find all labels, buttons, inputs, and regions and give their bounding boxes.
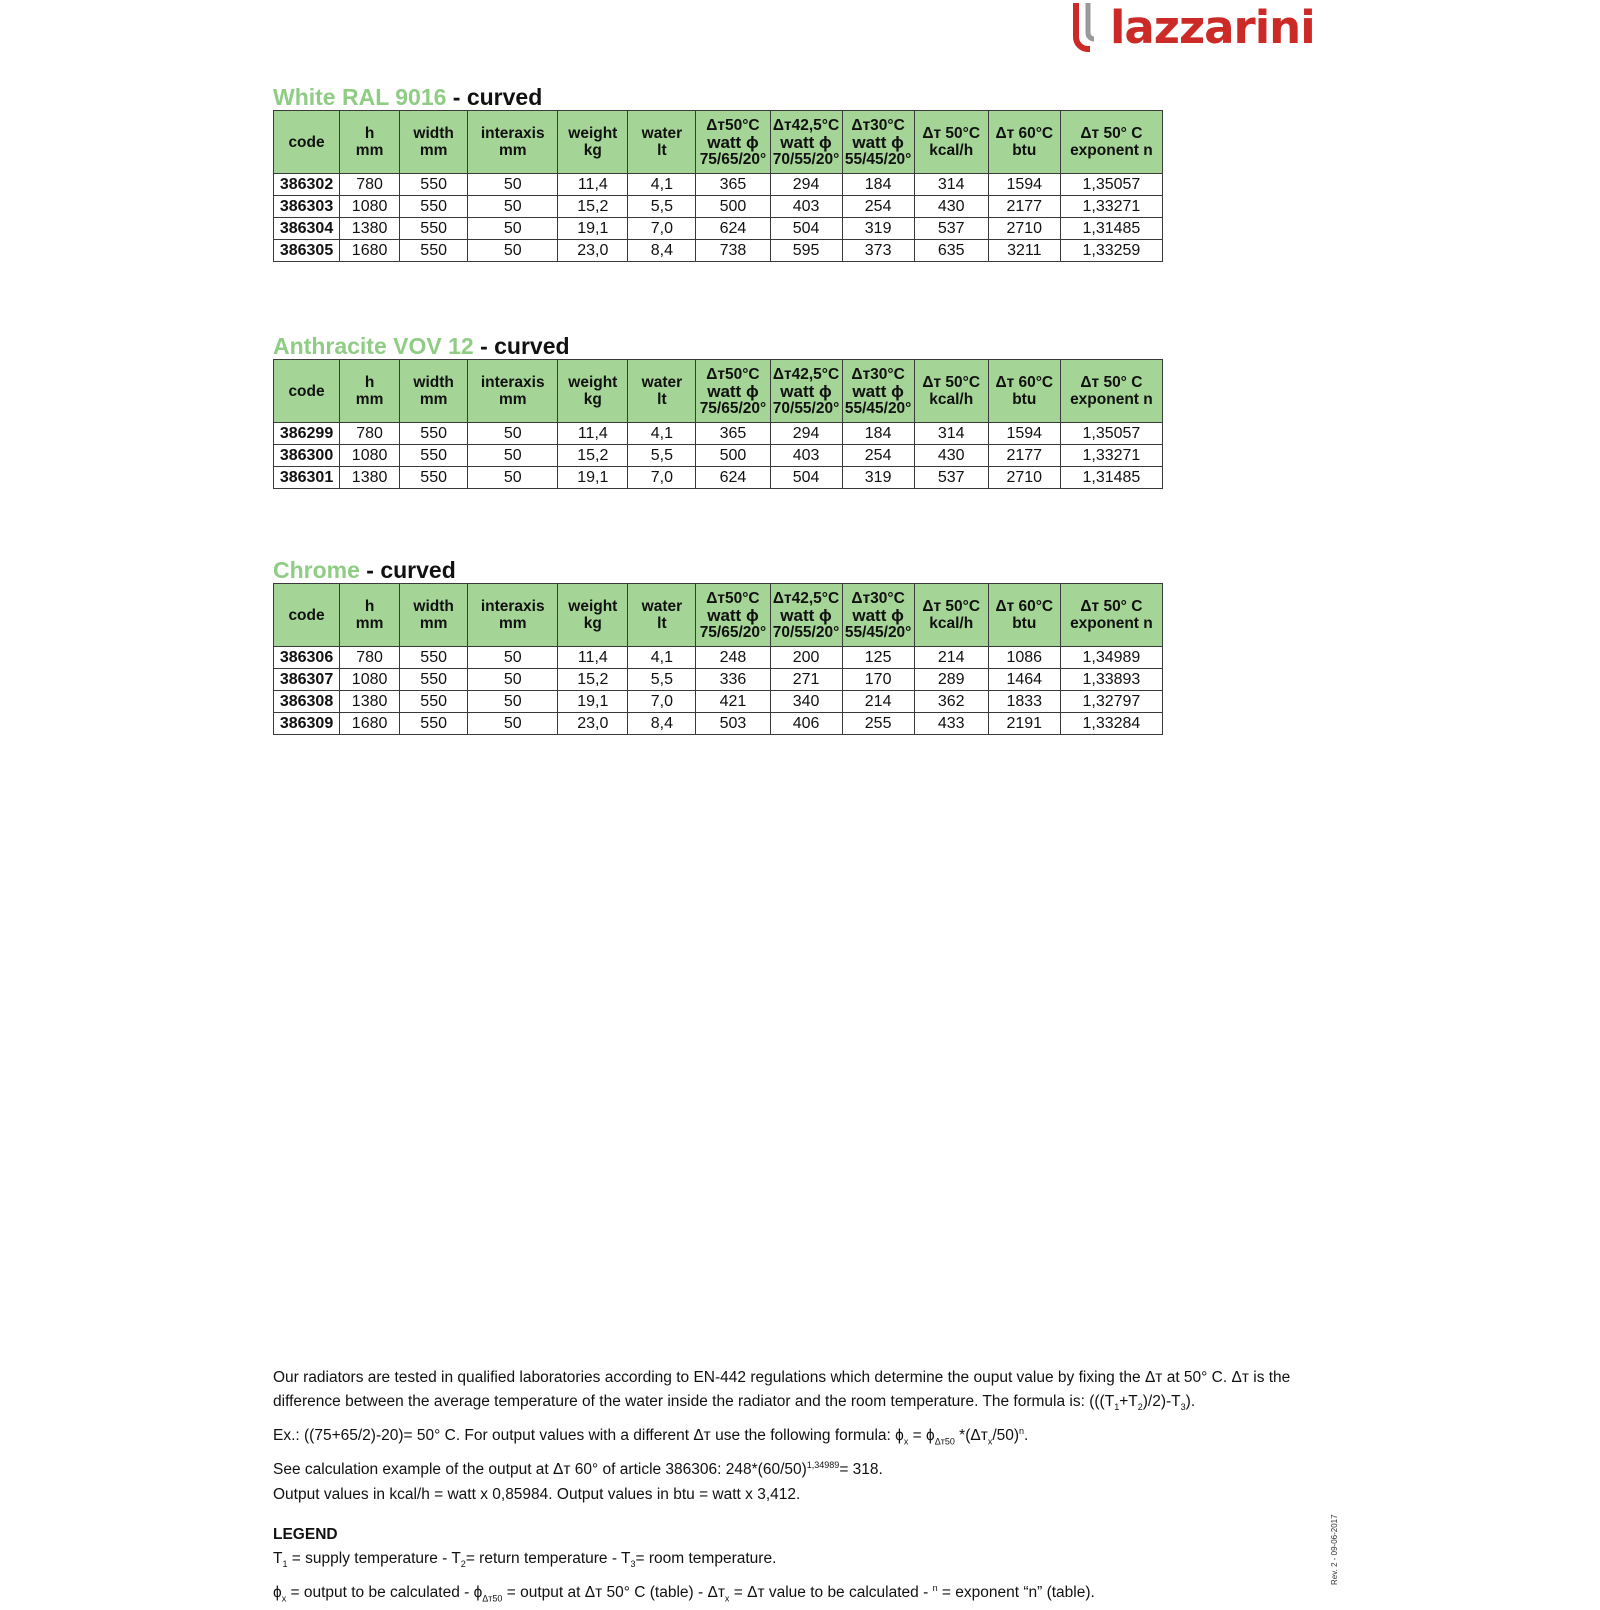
value-cell: 1,31485 xyxy=(1060,218,1162,240)
value-cell: 1,33259 xyxy=(1060,240,1162,262)
note-line-4: See calculation example of the output at Δт 60° of article 386306: $248*(60/50)^{1,34989}= 318$. xyxy=(273,1460,883,1479)
header-line: lt xyxy=(657,615,667,632)
brand-name: lazzarini xyxy=(1110,0,1315,54)
header-line: Δт42,5°C xyxy=(772,365,840,383)
header-line: lt xyxy=(657,391,667,408)
product-code-cell: 386308 xyxy=(274,691,340,713)
header-delta42-watt xyxy=(770,584,842,647)
product-code-cell: 386306 xyxy=(274,647,340,669)
header-line: exponent n xyxy=(1070,142,1153,159)
value-cell: 294 xyxy=(770,174,842,196)
value-cell: 50 xyxy=(468,423,558,445)
value-cell: 1080 xyxy=(340,669,400,691)
value-cell: 738 xyxy=(696,240,770,262)
header-delta50-watt xyxy=(696,360,770,423)
value-cell: 1380 xyxy=(340,218,400,240)
value-cell: 1,31485 xyxy=(1060,467,1162,489)
value-cell: 433 xyxy=(914,713,988,735)
value-cell: 406 xyxy=(770,713,842,735)
value-cell: 550 xyxy=(400,218,468,240)
header-code: code xyxy=(274,360,340,423)
product-code-cell: 386305 xyxy=(274,240,340,262)
header-line: Δт30°C xyxy=(851,589,905,607)
value-cell: 1,33271 xyxy=(1060,196,1162,218)
header-line: Δт50°C xyxy=(706,116,760,134)
table-row xyxy=(274,467,1163,489)
header-line: water xyxy=(641,598,683,615)
header-line: water xyxy=(641,374,683,391)
value-cell: 8,4 xyxy=(628,240,696,262)
value-cell: 4,1 xyxy=(628,174,696,196)
value-cell: 11,4 xyxy=(558,423,628,445)
header-line: Δт 50° C xyxy=(1080,374,1143,391)
table-row xyxy=(274,713,1163,735)
legend-title: LEGEND xyxy=(273,1525,338,1543)
header-delta50-watt xyxy=(696,584,770,647)
header-line: btu xyxy=(1012,142,1037,159)
value-cell: 1,34989 xyxy=(1060,647,1162,669)
header-interaxis xyxy=(468,584,558,647)
value-cell: 214 xyxy=(842,691,914,713)
value-cell: 537 xyxy=(914,218,988,240)
header-line: Δт50°C xyxy=(706,365,760,383)
value-cell: 504 xyxy=(770,218,842,240)
value-cell: 430 xyxy=(914,196,988,218)
header-delta50-kcal xyxy=(914,360,988,423)
value-cell: 550 xyxy=(400,445,468,467)
header-line: watt ϕ xyxy=(852,605,904,625)
section-title xyxy=(273,333,1163,359)
value-cell: 362 xyxy=(914,691,988,713)
header-line: watt ϕ xyxy=(852,381,904,401)
header-code: code xyxy=(274,111,340,174)
value-cell: 50 xyxy=(468,445,558,467)
header-line: kcal/h xyxy=(929,142,974,159)
table-row xyxy=(274,647,1163,669)
header-line: btu xyxy=(1012,391,1037,408)
value-cell: 1833 xyxy=(988,691,1060,713)
value-cell: 550 xyxy=(400,174,468,196)
value-cell: 550 xyxy=(400,713,468,735)
header-line: lt xyxy=(657,142,667,159)
table-row xyxy=(274,445,1163,467)
header-line: watt ϕ xyxy=(780,381,832,401)
value-cell: 1,33284 xyxy=(1060,713,1162,735)
header-delta60-btu xyxy=(988,360,1060,423)
value-cell: 780 xyxy=(340,647,400,669)
header-line: interaxis xyxy=(480,598,545,615)
header-line: 55/45/20° xyxy=(844,399,912,417)
value-cell: 550 xyxy=(400,467,468,489)
value-cell: 7,0 xyxy=(628,218,696,240)
value-cell: 365 xyxy=(696,423,770,445)
product-code-cell: 386302 xyxy=(274,174,340,196)
value-cell: 537 xyxy=(914,467,988,489)
header-line: Δт 60°C xyxy=(995,598,1054,615)
header-water xyxy=(628,360,696,423)
header-delta30-watt xyxy=(842,584,914,647)
header-h xyxy=(340,111,400,174)
value-cell: 624 xyxy=(696,467,770,489)
header-width xyxy=(400,584,468,647)
value-cell: 254 xyxy=(842,196,914,218)
value-cell: 271 xyxy=(770,669,842,691)
value-cell: 314 xyxy=(914,174,988,196)
product-code-cell: 386307 xyxy=(274,669,340,691)
header-line: Δт 60°C xyxy=(995,374,1054,391)
value-cell: 50 xyxy=(468,669,558,691)
legend-line-2: $\phi_x$ = output to be calculated - $\phi_{\Delta т50}$ = output at Δт 50° C (table) - $\Delta т_x = \Delta т$ value to be calculated - $^n$ = exponent “n” (table). xyxy=(273,1582,1095,1603)
header-line: water xyxy=(641,125,683,142)
value-cell: 19,1 xyxy=(558,691,628,713)
header-width xyxy=(400,111,468,174)
value-cell: 5,5 xyxy=(628,669,696,691)
value-cell: 780 xyxy=(340,174,400,196)
header-h xyxy=(340,584,400,647)
value-cell: 184 xyxy=(842,423,914,445)
value-cell: 19,1 xyxy=(558,218,628,240)
value-cell: 373 xyxy=(842,240,914,262)
header-line: mm xyxy=(498,615,527,632)
value-cell: 550 xyxy=(400,423,468,445)
header-line: kcal/h xyxy=(929,391,974,408)
value-cell: 1086 xyxy=(988,647,1060,669)
header-line: Δт30°C xyxy=(851,116,905,134)
section-title xyxy=(273,84,1163,110)
value-cell: 1594 xyxy=(988,423,1060,445)
value-cell: 421 xyxy=(696,691,770,713)
spec-table xyxy=(273,583,1163,735)
header-line: Δт 50° C xyxy=(1080,598,1143,615)
finish-name: Chrome xyxy=(273,557,360,583)
finish-suffix: - curved xyxy=(473,333,570,359)
header-line: 55/45/20° xyxy=(844,623,912,641)
note-line-2: difference between the average temperature of the water inside the radiator and the room temperature. The formula is: $(((T_1+T_2)/2)-T_3)$. xyxy=(273,1393,1196,1413)
header-delta50-exponent xyxy=(1060,111,1162,174)
header-delta50-exponent xyxy=(1060,584,1162,647)
header-line: watt ϕ xyxy=(707,132,759,152)
table-row xyxy=(274,691,1163,713)
value-cell: 780 xyxy=(340,423,400,445)
product-code-cell: 386309 xyxy=(274,713,340,735)
value-cell: 184 xyxy=(842,174,914,196)
header-delta50-watt xyxy=(696,111,770,174)
header-line: watt ϕ xyxy=(780,605,832,625)
header-line: width xyxy=(413,598,454,615)
value-cell: 635 xyxy=(914,240,988,262)
header-delta50-kcal xyxy=(914,584,988,647)
value-cell: 50 xyxy=(468,174,558,196)
note-line-5: Output values in kcal/h = watt x 0,85984. Output values in btu = watt x 3,412. xyxy=(273,1485,801,1503)
value-cell: 19,1 xyxy=(558,467,628,489)
header-weight xyxy=(558,584,628,647)
header-line: mm xyxy=(419,142,448,159)
header-water xyxy=(628,584,696,647)
header-line: exponent n xyxy=(1070,391,1153,408)
value-cell: 1,32797 xyxy=(1060,691,1162,713)
header-line: h xyxy=(364,125,375,142)
value-cell: 125 xyxy=(842,647,914,669)
header-line: Δт42,5°C xyxy=(772,589,840,607)
header-code: code xyxy=(274,584,340,647)
value-cell: 15,2 xyxy=(558,669,628,691)
value-cell: 5,5 xyxy=(628,196,696,218)
header-water xyxy=(628,111,696,174)
header-delta60-btu xyxy=(988,584,1060,647)
header-line: weight xyxy=(568,598,618,615)
header-width xyxy=(400,360,468,423)
value-cell: 314 xyxy=(914,423,988,445)
value-cell: 23,0 xyxy=(558,240,628,262)
header-line: interaxis xyxy=(480,374,545,391)
header-line: Δт 50°C xyxy=(922,125,981,142)
value-cell: 1,33271 xyxy=(1060,445,1162,467)
lazzarini-mark-icon xyxy=(1072,1,1102,53)
header-line: 70/55/20° xyxy=(772,623,840,641)
header-line: mm xyxy=(355,142,384,159)
revision-label: Rev. 2 - 09-06-2017 xyxy=(1330,1514,1339,1585)
value-cell: 1,33893 xyxy=(1060,669,1162,691)
value-cell: 3211 xyxy=(988,240,1060,262)
product-section xyxy=(273,333,1163,489)
value-cell: 1680 xyxy=(340,713,400,735)
value-cell: 595 xyxy=(770,240,842,262)
header-delta50-exponent xyxy=(1060,360,1162,423)
header-line: 75/65/20° xyxy=(699,623,767,641)
header-interaxis xyxy=(468,111,558,174)
header-line: kg xyxy=(583,391,602,408)
header-line: mm xyxy=(355,615,384,632)
spec-table xyxy=(273,110,1163,262)
legend-line-1: $T_1$ = supply temperature - $T_2=$ return temperature - $T_3=$ room temperature. xyxy=(273,1549,777,1569)
value-cell: 403 xyxy=(770,196,842,218)
value-cell: 8,4 xyxy=(628,713,696,735)
section-title xyxy=(273,557,1163,583)
value-cell: 1080 xyxy=(340,196,400,218)
value-cell: 2177 xyxy=(988,196,1060,218)
header-line: interaxis xyxy=(480,125,545,142)
value-cell: 50 xyxy=(468,240,558,262)
value-cell: 550 xyxy=(400,196,468,218)
product-code-cell: 386301 xyxy=(274,467,340,489)
header-line: weight xyxy=(568,374,618,391)
value-cell: 11,4 xyxy=(558,174,628,196)
header-line: watt ϕ xyxy=(852,132,904,152)
header-delta30-watt xyxy=(842,111,914,174)
header-line: Δт 60°C xyxy=(995,125,1054,142)
value-cell: 550 xyxy=(400,240,468,262)
header-weight xyxy=(558,111,628,174)
header-line: width xyxy=(413,374,454,391)
finish-suffix: - curved xyxy=(446,84,543,110)
value-cell: 319 xyxy=(842,467,914,489)
value-cell: 50 xyxy=(468,196,558,218)
value-cell: 15,2 xyxy=(558,196,628,218)
value-cell: 254 xyxy=(842,445,914,467)
header-weight xyxy=(558,360,628,423)
value-cell: 15,2 xyxy=(558,445,628,467)
header-line: mm xyxy=(498,142,527,159)
finish-name: Anthracite VOV 12 xyxy=(273,333,474,359)
header-line: mm xyxy=(355,391,384,408)
value-cell: 248 xyxy=(696,647,770,669)
value-cell: 550 xyxy=(400,691,468,713)
value-cell: 319 xyxy=(842,218,914,240)
header-line: Δт 50°C xyxy=(922,598,981,615)
header-delta42-watt xyxy=(770,360,842,423)
value-cell: 336 xyxy=(696,669,770,691)
header-line: 70/55/20° xyxy=(772,399,840,417)
value-cell: 50 xyxy=(468,691,558,713)
value-cell: 4,1 xyxy=(628,647,696,669)
note-line-1: Our radiators are tested in qualified laboratories according to EN-442 regulations which determine the ouput value by fixing the Δт at 50° C. Δт is the xyxy=(273,1369,1291,1386)
header-line: watt ϕ xyxy=(707,381,759,401)
header-line: 55/45/20° xyxy=(844,150,912,168)
header-line: kg xyxy=(583,142,602,159)
header-line: kcal/h xyxy=(929,615,974,632)
value-cell: 1594 xyxy=(988,174,1060,196)
value-cell: 1380 xyxy=(340,691,400,713)
header-interaxis xyxy=(468,360,558,423)
header-line: h xyxy=(364,374,375,391)
value-cell: 504 xyxy=(770,467,842,489)
header-h xyxy=(340,360,400,423)
header-line: h xyxy=(364,598,375,615)
value-cell: 2710 xyxy=(988,467,1060,489)
table-row xyxy=(274,669,1163,691)
value-cell: 1680 xyxy=(340,240,400,262)
value-cell: 403 xyxy=(770,445,842,467)
header-line: mm xyxy=(498,391,527,408)
value-cell: 7,0 xyxy=(628,691,696,713)
value-cell: 50 xyxy=(468,713,558,735)
spec-table xyxy=(273,359,1163,489)
header-line: mm xyxy=(419,391,448,408)
value-cell: 214 xyxy=(914,647,988,669)
value-cell: 2710 xyxy=(988,218,1060,240)
value-cell: 4,1 xyxy=(628,423,696,445)
value-cell: 255 xyxy=(842,713,914,735)
header-line: Δт 50°C xyxy=(922,374,981,391)
value-cell: 503 xyxy=(696,713,770,735)
header-line: watt ϕ xyxy=(707,605,759,625)
value-cell: 624 xyxy=(696,218,770,240)
value-cell: 289 xyxy=(914,669,988,691)
value-cell: 1464 xyxy=(988,669,1060,691)
value-cell: 550 xyxy=(400,669,468,691)
notes-block xyxy=(273,1366,1353,1610)
value-cell: 1080 xyxy=(340,445,400,467)
finish-name: White RAL 9016 xyxy=(273,84,447,110)
finish-suffix: - curved xyxy=(359,557,456,583)
header-line: watt ϕ xyxy=(780,132,832,152)
value-cell: 50 xyxy=(468,647,558,669)
header-line: weight xyxy=(568,125,618,142)
header-delta50-kcal xyxy=(914,111,988,174)
header-line: 75/65/20° xyxy=(699,150,767,168)
value-cell: 1,35057 xyxy=(1060,174,1162,196)
value-cell: 50 xyxy=(468,467,558,489)
value-cell: 1,35057 xyxy=(1060,423,1162,445)
product-section xyxy=(273,557,1163,735)
header-delta42-watt xyxy=(770,111,842,174)
value-cell: 294 xyxy=(770,423,842,445)
table-row xyxy=(274,196,1163,218)
value-cell: 170 xyxy=(842,669,914,691)
value-cell: 50 xyxy=(468,218,558,240)
header-line: mm xyxy=(419,615,448,632)
note-line-3: Ex.: ((75+65/2)-20)= 50° C. For output values with a different Δт use the following formula: $\phi_x = \phi_{\Delta т50}$ $*(\Delta т_x/50)^n$. xyxy=(273,1426,1029,1447)
product-code-cell: 386303 xyxy=(274,196,340,218)
value-cell: 200 xyxy=(770,647,842,669)
product-code-cell: 386304 xyxy=(274,218,340,240)
header-line: Δт 50° C xyxy=(1080,125,1143,142)
value-cell: 340 xyxy=(770,691,842,713)
header-line: kg xyxy=(583,615,602,632)
table-row xyxy=(274,218,1163,240)
product-section xyxy=(273,84,1163,262)
header-line: btu xyxy=(1012,615,1037,632)
brand-logo xyxy=(1072,0,1352,54)
header-line: Δт42,5°C xyxy=(772,116,840,134)
product-code-cell: 386299 xyxy=(274,423,340,445)
header-line: 70/55/20° xyxy=(772,150,840,168)
header-delta30-watt xyxy=(842,360,914,423)
value-cell: 5,5 xyxy=(628,445,696,467)
table-row xyxy=(274,240,1163,262)
header-line: Δт30°C xyxy=(851,365,905,383)
value-cell: 7,0 xyxy=(628,467,696,489)
header-line: Δт50°C xyxy=(706,589,760,607)
value-cell: 23,0 xyxy=(558,713,628,735)
value-cell: 1380 xyxy=(340,467,400,489)
value-cell: 550 xyxy=(400,647,468,669)
value-cell: 2191 xyxy=(988,713,1060,735)
header-line: exponent n xyxy=(1070,615,1153,632)
header-delta60-btu xyxy=(988,111,1060,174)
value-cell: 500 xyxy=(696,196,770,218)
value-cell: 500 xyxy=(696,445,770,467)
table-row xyxy=(274,174,1163,196)
header-line: 75/65/20° xyxy=(699,399,767,417)
value-cell: 365 xyxy=(696,174,770,196)
header-line: width xyxy=(413,125,454,142)
value-cell: 2177 xyxy=(988,445,1060,467)
product-code-cell: 386300 xyxy=(274,445,340,467)
value-cell: 11,4 xyxy=(558,647,628,669)
value-cell: 430 xyxy=(914,445,988,467)
table-row xyxy=(274,423,1163,445)
